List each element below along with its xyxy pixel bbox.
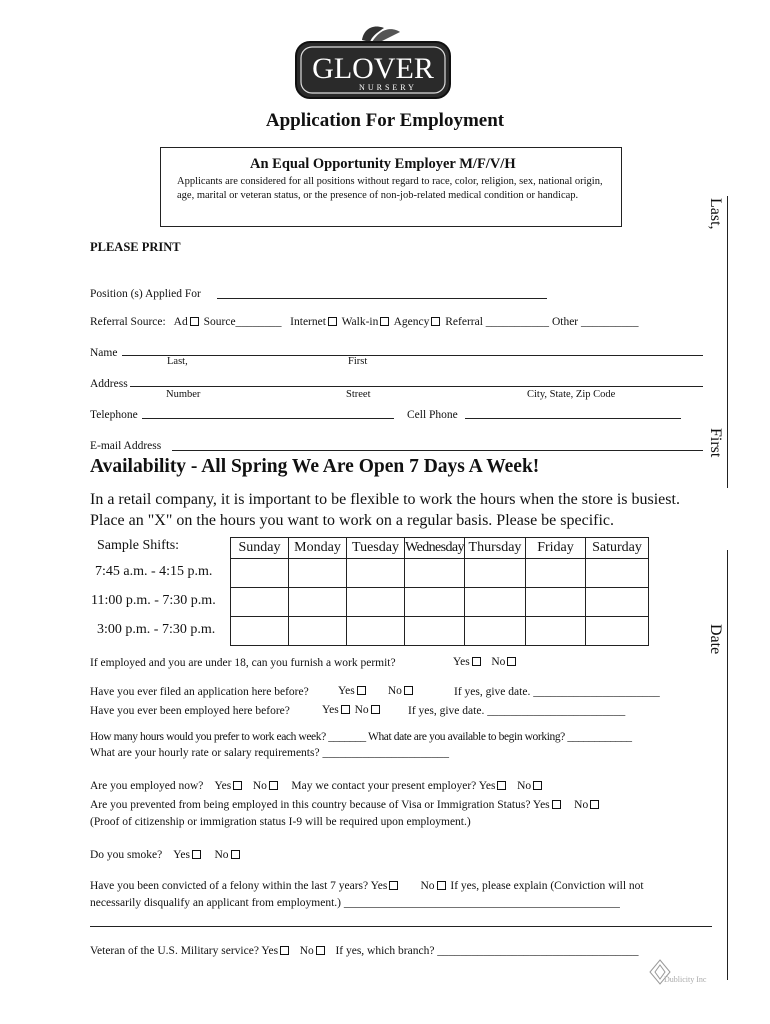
q-hours-start: How many hours would you prefer to work each week? _______ What date are you available to begin working? ____________ [90, 731, 632, 743]
schedule-cell[interactable] [289, 559, 347, 588]
smoke-yes-checkbox[interactable] [192, 850, 201, 859]
filed-no-checkbox[interactable] [404, 686, 413, 695]
referral-agency: Agency [393, 316, 430, 328]
please-print: PLEASE PRINT [90, 240, 181, 254]
q-visa-note: (Proof of citizenship or immigration status I-9 will be required upon employment.) [90, 816, 471, 828]
schedule-cell[interactable] [405, 617, 465, 646]
visa-yes-checkbox[interactable] [552, 800, 561, 809]
schedule-table [230, 537, 649, 646]
address-number-caption: Number [166, 389, 201, 400]
address-input[interactable] [130, 386, 703, 387]
q-work-permit-options: Yes No [453, 656, 518, 668]
veteran-no-checkbox[interactable] [316, 946, 325, 955]
day-header: Tuesday [347, 538, 405, 559]
agency-checkbox[interactable] [431, 317, 440, 326]
q-work-permit: If employed and you are under 18, can you furnish a work permit? [90, 657, 396, 669]
schedule-cell[interactable] [526, 559, 586, 588]
side-label-first: First [707, 428, 724, 458]
referral-walkin: Walk-in [341, 316, 379, 328]
day-header: Sunday [231, 538, 289, 559]
referral-source: Source________ [203, 316, 282, 328]
employed-before-yes-checkbox[interactable] [341, 705, 350, 714]
felony-yes-checkbox[interactable] [389, 881, 398, 890]
page-title: Application For Employment [265, 110, 505, 131]
availability-intro-2: Place an "X" on the hours you want to work on a regular basis. Please be specific. [90, 512, 615, 529]
felony-explain-input[interactable] [90, 926, 712, 927]
cell-label: Cell Phone [407, 409, 458, 421]
schedule-cell[interactable] [405, 588, 465, 617]
email-label: E-mail Address [90, 440, 162, 452]
email-input[interactable] [172, 450, 703, 451]
visa-no-checkbox[interactable] [590, 800, 599, 809]
q-veteran: Veteran of the U.S. Military service? Yes No If yes, which branch? ___________________________________ [90, 945, 639, 957]
veteran-yes-checkbox[interactable] [280, 946, 289, 955]
referral-ad: Ad [173, 316, 188, 328]
position-label: Position (s) Applied For [90, 288, 201, 300]
filed-yes-checkbox[interactable] [357, 686, 366, 695]
schedule-cell[interactable] [231, 617, 289, 646]
address-city-caption: City, State, Zip Code [527, 389, 616, 400]
shift-row [231, 588, 649, 617]
referral-row [90, 316, 639, 328]
q-salary: What are your hourly rate or salary requirements? ______________________ [90, 747, 449, 759]
sample-shifts-label: Sample Shifts: [97, 538, 180, 553]
q-employed-date: If yes, give date. ________________________ [408, 705, 626, 717]
day-header: Monday [289, 538, 347, 559]
contact-employer-yes-checkbox[interactable] [497, 781, 506, 790]
shift-label: 7:45 a.m. - 4:15 p.m. [95, 564, 213, 579]
q-employed-now: Are you employed now? Yes No May we contact your present employer? Yes No [90, 780, 544, 792]
internet-checkbox[interactable] [328, 317, 337, 326]
schedule-cell[interactable] [347, 588, 405, 617]
q-employed-before: Have you ever been employed here before? [90, 705, 290, 717]
side-label-last: Last, [707, 198, 724, 230]
schedule-cell[interactable] [586, 617, 649, 646]
schedule-cell[interactable] [526, 588, 586, 617]
ad-checkbox[interactable] [190, 317, 199, 326]
schedule-cell[interactable] [465, 559, 526, 588]
schedule-cell[interactable] [347, 559, 405, 588]
schedule-cell[interactable] [405, 559, 465, 588]
day-header: Saturday [586, 538, 649, 559]
schedule-cell[interactable] [465, 588, 526, 617]
referral-internet: Internet [290, 316, 326, 328]
cell-input[interactable] [465, 418, 681, 419]
referral-other: Other __________ [551, 316, 639, 328]
schedule-cell[interactable] [289, 617, 347, 646]
shift-row [231, 559, 649, 588]
q-filed-before-options: Yes No [338, 685, 415, 697]
schedule-cell[interactable] [231, 559, 289, 588]
shift-label: 3:00 p.m. - 7:30 p.m. [97, 622, 216, 637]
work-permit-yes-checkbox[interactable] [472, 657, 481, 666]
telephone-label: Telephone [90, 409, 138, 421]
felony-no-checkbox[interactable] [437, 881, 446, 890]
logo-brand: GLOVER [312, 52, 434, 85]
schedule-cell[interactable] [586, 559, 649, 588]
q-filed-before: Have you ever filed an application here before? [90, 686, 309, 698]
smoke-no-checkbox[interactable] [231, 850, 240, 859]
position-input[interactable] [217, 298, 547, 299]
schedule-cell[interactable] [231, 588, 289, 617]
employed-now-no-checkbox[interactable] [269, 781, 278, 790]
name-input[interactable] [122, 355, 703, 356]
referral-label: Referral Source: [90, 316, 166, 328]
q-filed-date: If yes, give date. ______________________ [454, 686, 660, 698]
eeo-title: An Equal Opportunity Employer M/F/V/H [250, 156, 516, 172]
shift-label: 11:00 p.m. - 7:30 p.m. [91, 593, 216, 608]
walkin-checkbox[interactable] [380, 317, 389, 326]
side-label-date: Date [707, 624, 724, 655]
schedule-cell[interactable] [347, 617, 405, 646]
employed-now-yes-checkbox[interactable] [233, 781, 242, 790]
footer-text: Dublicity Inc [664, 975, 707, 984]
q-employed-before-options: Yes No [322, 704, 382, 716]
name-first-caption: First [348, 356, 368, 367]
availability-intro-1: In a retail company, it is important to be flexible to work the hours when the store is busiest. [90, 491, 680, 508]
eeo-text: Applicants are considered for all positions without regard to race, color, religion, sex, national origin, age, marital or veteran status, or the presence of non-job-related medical condition or handicap. [177, 176, 603, 201]
schedule-cell[interactable] [465, 617, 526, 646]
side-rule-bottom [727, 550, 728, 980]
address-street-caption: Street [346, 389, 371, 400]
q-felony-line2: necessarily disqualify an applicant from employment.) ________________________________________________ [90, 897, 620, 909]
telephone-input[interactable] [142, 418, 394, 419]
q-smoke: Do you smoke? Yes No [90, 849, 242, 861]
q-felony: Have you been convicted of a felony within the last 7 years? Yes No If yes, please explain (Conviction will not [90, 880, 644, 892]
address-label: Address [90, 378, 128, 390]
schedule-cell[interactable] [526, 617, 586, 646]
shift-row [231, 617, 649, 646]
logo-sub: NURSERY [359, 83, 417, 92]
name-label: Name [90, 347, 118, 359]
q-visa: Are you prevented from being employed in this country because of Visa or Immigration Status? Yes No [90, 799, 601, 811]
day-header: Thursday [465, 538, 526, 559]
work-permit-no-checkbox[interactable] [507, 657, 516, 666]
day-header: Friday [526, 538, 586, 559]
glover-nursery-logo [292, 22, 454, 100]
contact-employer-no-checkbox[interactable] [533, 781, 542, 790]
availability-heading: Availability - All Spring We Are Open 7 Days A Week! [90, 456, 540, 477]
schedule-cell[interactable] [289, 588, 347, 617]
employed-before-no-checkbox[interactable] [371, 705, 380, 714]
referral-referral: Referral ___________ [445, 316, 550, 328]
schedule-cell[interactable] [586, 588, 649, 617]
side-rule-top [727, 196, 728, 488]
name-last-caption: Last, [167, 356, 188, 367]
day-header: Wednesday [405, 538, 465, 559]
